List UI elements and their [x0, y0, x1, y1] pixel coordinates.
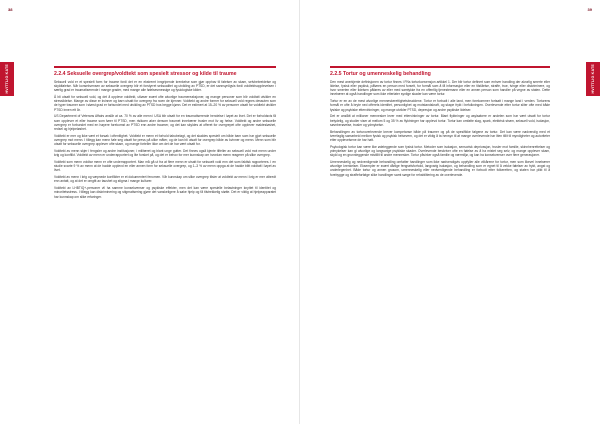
section-title: 2.2.4 Seksuelle overgrep/voldtekt som spesielt stressor og kilde til traume [54, 70, 237, 77]
body-paragraph: Voldtekt er mer og ikke vært et forsøk i oftentlighet. Voldtekt er menn et forhold tabubelagt, og det skaldes spesielt om både barn som har gjort seksuelle overgrep mot menn. I tillegg kan menn føle seg utsatt for press på ulike måter, og de kan bli utsatt for overgrep både av kvinner og menn. Menn som blir utsatt for seksuelle overgrep opplever ofte skam, og mange forteller ikke om det de har vært utsatt for. [54, 133, 276, 147]
body-paragraph: Tortur er en av de mest alvorlige menneskerettighetsbruddene. Tortur er forbudt i alle land, men forekommer fortsatt i mange land i verden. Torturens formål er ofte å bryte ned offerets identitet, personlighet og motstandskraft, og skape frykt i befolkningen. Overlevende etter tortur sliter ofte med både fysiske og psykiske ettervirkninger, og mange utvikler PTSD, depresjon og andre psykiske lidelser. [330, 99, 550, 112]
section-column [330, 66, 550, 179]
section-column [54, 66, 276, 201]
body-paragraph: Voldtekt av menn skjer i fengsler og andre institusjoner, i militæret og blant unge gutter. Det finnes også kjente tilfeller av seksuell vold mot menn under krig og konflikt. Voldtekt av menn er underrapportert og lite forsket på, og det er behov for mer kunnskap om hvordan menn reagerer på slike overgrep. [54, 148, 276, 158]
chapter-side-tab [586, 62, 600, 96]
body-paragraph: Den mest anerkjente definisjonen av tortur finnes i FNs torturkonvensjon artikkel 1. Der blir tortur definert som enhver handling der alvorlig smerte eller lidelse, fysisk eller psykisk, påføres en person med forsett, for formål som å få informasjon eller en tilståelse, straffe, true, tvinge eller diskriminere, og hvor smerten eller lidelsen påføres av eller med samtykke fra en offentlig tjenestemann eller en annen person som handler på vegne av staten. Dette innebærer at også handlinger som ikke etterlater synlige skader kan være tortur. [330, 79, 550, 97]
body-paragraph: Å bli utsatt for seksuell vold, og det å oppleve voldtekt, utløser svært ofte alvorlige traumereaksjoner, og mange personer som blir voldtatt utvikler en stresslidelse. Mange av disse er kvinner og barn utsatt for overgrep fra noen de kjenner. Voldtekt og andre former for seksuell vold regnes dessuten som de typer traumer som i størst grad er forbundet med utvikling av PTSD hos begge kjønn. Det er estimert at 15–20 % av personer utsatt for voldtekt utvikler PTSD innen ett år. [54, 94, 276, 112]
page-number: 38 [8, 7, 13, 12]
body-paragraph: Behandlingen av torturoverlevende krever kompetanse både på traumer og på de spesifikke følgene av tortur. Det kan være nødvendig med et tverrfaglig samarbeid mellom fysisk og psykisk helsevern, og det er viktig å ta hensyn til at mange overlevende har liten tillit til myndigheter og autoriteter etter opplevelsene de har hatt. [330, 129, 550, 142]
section-rule [54, 66, 276, 68]
body-paragraph: Psykologisk tortur kan være like ødeleggende som fysisk tortur. Metoder som isolasjon, sensorisk deprivasjon, trusler mot familie, skinnhenrettelser og ydmykelser kan gi alvorlige og langvarige psykiske skader. Overlevende beskriver ofte en følelse av å ha mistet seg selv, og mange opplever skam, skyld og en grunnleggende mistillit til andre mennesker. Tortur påvirker også familie og nærmiljø, og kan ha konsekvenser over flere generasjoner. [330, 144, 550, 158]
section-title: 2.2.5 Tortur og umenneskelig behandling [330, 70, 431, 77]
chapter-side-tab-label: HVITTLIG KATE [591, 64, 595, 94]
body-paragraph: Umenneskelig og nedverdigende behandling omfatter handlinger som ikke nødvendigvis oppfyller alle vilkårene for tortur, men som likevel innebærer alvorlige krenkelser. Eksempler er svært dårlige fengselsforhold, langvarig isolasjon, og behandling som er egnet til å vekke følelser av frykt, angst og underlegenhet. Både tortur og annen grusom, umenneskelig eller nedverdigende behandling er forbudt etter folkeretten, og staten har plikt til å forebygge og straffeforfølge slike handlinger samt sørge for rehabilitering av de overlevende. [330, 159, 550, 177]
right-page [300, 0, 600, 424]
chapter-side-tab-label: HVITTLIG KATE [5, 64, 9, 94]
page-number: 39 [587, 7, 592, 12]
body-paragraph: Seksuell vold er et spesielt form for traume fordi det er en ekstremt inngripende krenkelse som gjør opphav til følelser av skam, selvbebreidelse og skyldfølelse. Når konsekvensen av seksuelle overgrep blir et forstyrret seksualitet og utvikling av PTSD, er det sannsynligvis fordi voldtektsopplevelsen i særlig grad er traumatiserende i mange grader, med mange alle følelsesmessige og fysiologiske kilder. [54, 79, 276, 93]
body-paragraph: Det er anslått at millioner mennesker lever med ettervirkninger av tortur. Blant flyktninger og asylsøkere er andelen som har vært utsatt for tortur betydelig, og studier viser at mellom 5 og 35 % av flyktninger har opplevd tortur. Tortur kan omfatte slag, spark, elektrisk strøm, seksuell vold, isolasjon, søvnberøvelse, trusler og ydmykelse. [330, 114, 550, 127]
body-paragraph: US Department of Veterans Affairs anslår at ca. 70 % av alle menn i USA blir utsatt for en traumatiserende hendelse i løpet av livet. Det er forholdsvis få som opplever et eller traume som fører til PTSD, men risikoen øker dersom traumet innebærer trusler mot liv og helse. Voldtekt og andre seksuelle overgrep er forbundet med en høyere forekomst av PTSD enn andre traumer, og det kan skyldes at offeret for overgrepet ofte opplever maktesløshet, redsel og hjelpeløshet. [54, 114, 276, 131]
body-paragraph: Voldtekt av LHBTIQ+-personer vil ha samme konsekvenser og psykiske effekter, men det kan være spesielle belastninger knyttet til identitet og minoritetsstress. I tillegg kan diskriminering og stigmatisering gjøre det vanskeligere å søke hjelp og få tilstrekkelig støtte. Det er viktig at hjelpeapparatet har kunnskap om slike erfaringer. [54, 186, 276, 199]
body-paragraph: Voldtekt av menn i krig og væpnede konflikter er et dokumentert fenomen. Vår kunnskap om slike overgrep tilsier at voldtekt av menn i krig er mer utbredt enn antatt, og at det er omgitt av taushet og stigma i mange kulturer. [54, 175, 276, 184]
section-rule [330, 66, 550, 68]
body-paragraph: Voldtekt som menn voldtar menn er ofte underrapportert. Man må gå ut fra at flere menn er utsatt for seksuelt vold enn det som faktisk rapporteres. I en studie svarte 9 % av menn at de hadde opplevd en eller annen form for seksuelle overgrep, og 1–3 % av menn oppga at de hadde blitt voldtatt i løpet av livet. [54, 159, 276, 173]
chapter-side-tab [0, 62, 14, 96]
